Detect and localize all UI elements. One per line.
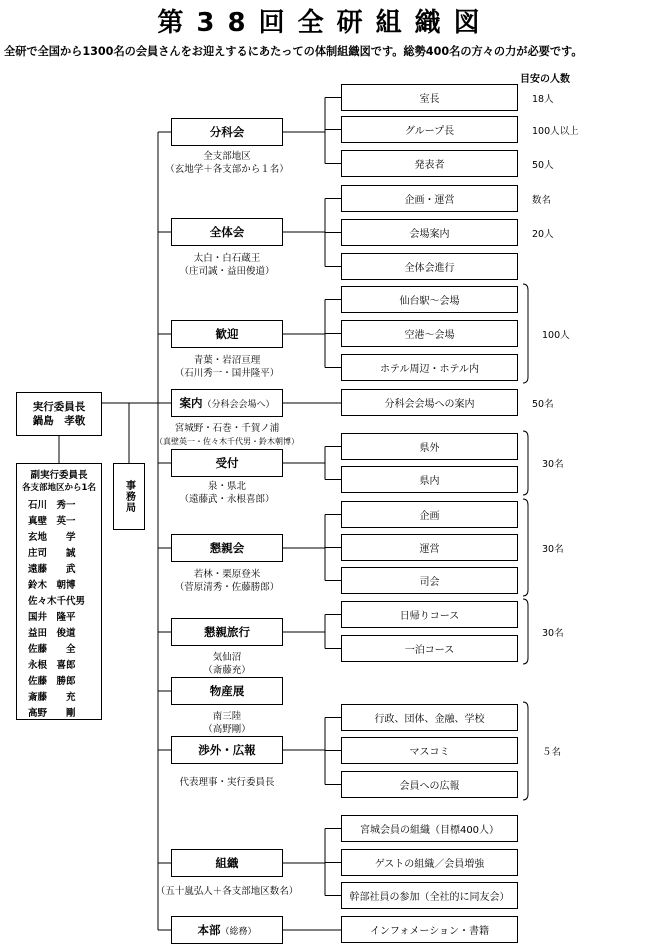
department-note [131, 651, 323, 677]
vice-chair-member: 斎藤 充 [28, 692, 76, 703]
task-box: 宮城会員の組織（目標400人） [341, 815, 518, 842]
target-count: 50名 [532, 399, 554, 410]
page-subtitle: 全研で全国から1300名の会員さんをお迎えするにあたっての体制組織図です。総勢400名の方々の力が必要です。 [4, 45, 583, 58]
task-box: 日帰りコース [341, 601, 518, 628]
department-note [131, 776, 323, 789]
department-note-line: （玄地学＋各支部から１名） [165, 164, 289, 175]
target-count: 100人 [542, 329, 570, 341]
vice-chair-member: 鈴木 朝博 [28, 580, 76, 591]
department-name: 懇親会 [209, 541, 245, 555]
department-note-line: 南三陸 [212, 711, 242, 722]
department-note-line: （庄司誠・益田俊道） [179, 266, 275, 277]
department-note-line: 全支部地区 [203, 151, 251, 162]
chair-role: 実行委員長 [32, 401, 86, 413]
department-box [171, 916, 283, 944]
task-box: 県内 [341, 466, 518, 493]
department-note [131, 885, 323, 898]
task-box: 会場案内 [341, 219, 518, 246]
vice-chair-title: 副実行委員長 [30, 470, 88, 481]
vice-chair-subtitle: 各支部地区から1名 [22, 483, 96, 493]
department-name: 物産展 [209, 684, 245, 698]
task-box: 企画・運営 [341, 185, 518, 212]
department-note-line: （遠藤武・永根喜郎） [179, 494, 275, 505]
vice-chair-member: 真壁 英一 [28, 516, 76, 527]
department-name-suffix: （総務） [220, 926, 257, 937]
target-count-header: 目安の人数 [520, 74, 570, 85]
task-box: 空港～会場 [341, 320, 518, 347]
task-box: ホテル周辺・ホテル内 [341, 354, 518, 381]
department-note-line: （高野剛） [203, 724, 251, 735]
department-note-line: （斎藤充） [203, 665, 251, 676]
task-box: インフォメーション・書籍 [341, 916, 518, 943]
department-name: 受付 [215, 456, 239, 470]
task-box: 企画 [341, 501, 518, 528]
department-note-line: 代表理事・実行委員長 [179, 777, 275, 788]
task-box: 行政、団体、金融、学校 [341, 704, 518, 731]
task-box: 仙台駅～会場 [341, 286, 518, 313]
task-box: 会員への広報 [341, 771, 518, 798]
department-note-line: 気仙沼 [212, 652, 242, 663]
department-note [131, 422, 323, 448]
task-box: 司会 [341, 567, 518, 594]
department-note-line: （菅原清秀・佐藤勝郎） [174, 582, 280, 593]
department-note-line: （真壁英一・佐々木千代男・鈴木朝博） [155, 437, 299, 446]
vice-chair-member: 佐藤 全 [28, 644, 76, 655]
department-name: 全体会 [209, 225, 245, 239]
chair-name: 鍋島 孝敬 [32, 415, 86, 427]
task-box: 運営 [341, 534, 518, 561]
department-name: 案内 [179, 396, 203, 410]
count-bracket [523, 702, 528, 800]
target-count: 数名 [532, 195, 552, 206]
count-bracket [523, 499, 528, 596]
task-box: 全体会進行 [341, 253, 518, 280]
vice-chair-member: 遠藤 武 [28, 564, 76, 575]
department-box [171, 389, 283, 417]
department-name: 本部 [197, 923, 221, 937]
department-note-line: 泉・県北 [207, 481, 246, 492]
vice-chair-member: 庄司 誠 [28, 548, 76, 559]
department-note-line: 宮城野・石巻・千賀ノ浦 [174, 423, 280, 434]
vice-chair-member: 永根 喜郎 [28, 660, 76, 671]
department-note-line: （五十嵐弘人＋各支部地区数名） [155, 886, 299, 897]
task-box: 分科会会場への案内 [341, 389, 518, 416]
count-bracket [523, 284, 528, 383]
target-count: 30名 [542, 543, 564, 555]
task-box: 室長 [341, 84, 518, 111]
task-box: 県外 [341, 433, 518, 460]
task-box: 発表者 [341, 150, 518, 177]
department-name: 懇親旅行 [204, 625, 250, 639]
task-box: 幹部社員の参加（全社的に同友会） [341, 882, 518, 909]
department-box [171, 118, 283, 146]
department-box [171, 736, 283, 764]
vice-chair-member: 玄地 学 [28, 532, 76, 543]
vice-chair-member: 益田 俊道 [28, 628, 76, 639]
department-note [131, 568, 323, 594]
department-note-line: 青葉・岩沼亘理 [193, 355, 261, 366]
target-count: 50人 [532, 160, 554, 171]
chair-box [16, 392, 102, 436]
secretariat-box: 事務局 [113, 463, 145, 530]
department-box [171, 320, 283, 348]
vice-chair-member: 佐々木千代男 [28, 596, 86, 607]
department-box [171, 534, 283, 562]
target-count: 30名 [542, 627, 564, 639]
department-name: 歓迎 [215, 327, 239, 341]
department-box [171, 677, 283, 705]
target-count: ５名 [542, 747, 562, 758]
department-note-line: 若林・栗原登米 [193, 569, 261, 580]
vice-chair-member-list [28, 498, 90, 722]
department-box [171, 618, 283, 646]
department-note [131, 150, 323, 176]
target-count: 100人以上 [532, 126, 579, 137]
count-bracket [523, 599, 528, 664]
department-name-suffix: （分科会会場へ） [202, 399, 275, 410]
vice-chair-member: 佐藤 勝郎 [28, 676, 76, 687]
department-note-line: 太白・白石蔵王 [193, 253, 261, 264]
vice-chair-box [16, 463, 102, 720]
count-bracket [523, 431, 528, 495]
department-name: 分科会 [209, 125, 245, 139]
department-name: 組織 [215, 856, 239, 870]
department-box [171, 849, 283, 877]
department-note [131, 480, 323, 506]
vice-chair-member: 国井 隆平 [28, 612, 76, 623]
page-title: 第38回全研組織図 [157, 8, 493, 38]
department-note [131, 354, 323, 380]
department-box [171, 449, 283, 477]
task-box: グループ長 [341, 116, 518, 143]
target-count: 20人 [532, 229, 554, 240]
task-box: 一泊コース [341, 635, 518, 662]
department-note [131, 710, 323, 736]
department-box [171, 218, 283, 246]
department-note [131, 252, 323, 278]
task-box: ゲストの組織／会員増強 [341, 849, 518, 876]
vice-chair-member: 高野 剛 [28, 708, 76, 719]
vice-chair-member: 石川 秀一 [28, 500, 76, 511]
task-box: マスコミ [341, 737, 518, 764]
department-name: 渉外・広報 [198, 743, 256, 757]
target-count: 30名 [542, 459, 564, 470]
department-note-line: （石川秀一・国井隆平） [174, 368, 280, 379]
target-count: 18人 [532, 94, 554, 105]
